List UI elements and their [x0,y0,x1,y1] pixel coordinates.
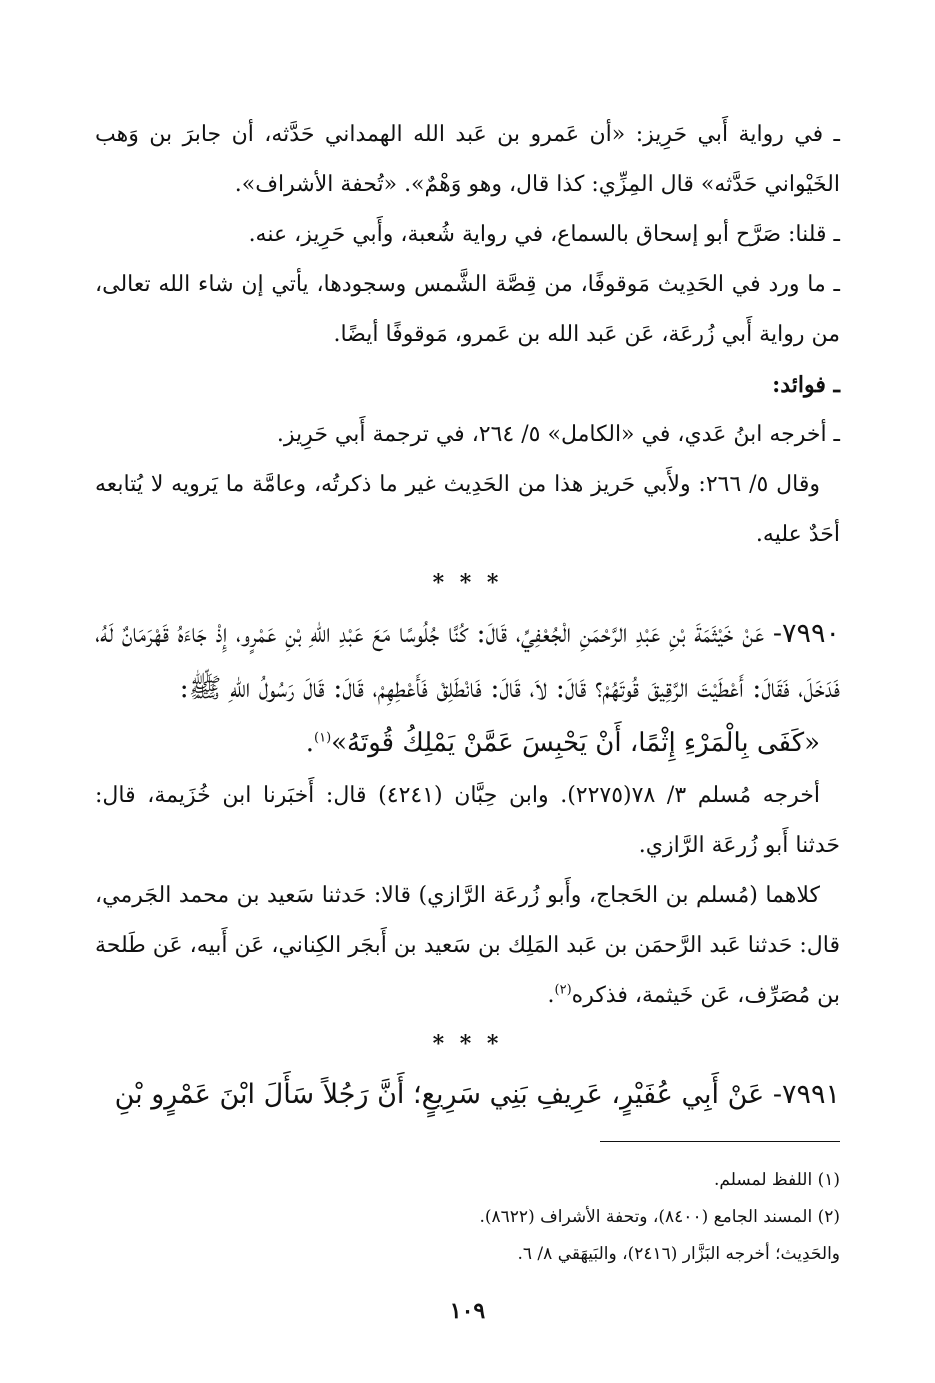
separator-stars: * * * [432,570,503,596]
hadith-7991-text: ٧٩٩١- عَنْ أَبِي عُفَيْرٍ، عَرِيفِ بَنِي سَرِيعٍ؛ أَنَّ رَجُلاً سَأَلَ ابْنَ عَمْرٍو بْنِ [114,1079,840,1110]
footnotes [95,1162,840,1273]
paragraph-takhrij-muslim: أخرجه مُسلم ٣/ ٧٨(٢٢٧٥). وابن حِبَّان (٤٢٤١) قال: أَخبَرنا ابن خُزَيمة، قال: حَدثنا أَبو زُرعَة الرَّازي. [95,783,840,858]
paragraph-sama-note: ـ قلنا: صَرَّح أبو إسحاق بالسماع، في رواية شُعبة، وأَبي حَرِيز، عنه. [248,222,840,247]
footnote-divider [600,1141,840,1142]
section-heading-fawaid: ـ فوائد: [772,372,840,398]
separator-stars: * * * [432,1031,503,1057]
paragraph-isnad [95,871,840,1021]
hadith-7990-text: ٧٩٩٠- عَنْ خَيْثَمَةَ بْنِ عَبْدِ الرَّحْمَنِ الْجُعْفِيِّ، قَالَ: كُنَّا جُلُوسًا مَعَ عَبْدِ اللهِ بْنِ عَمْرٍو، إِذْ جَاءَهُ قَهْرَمَانٌ لَهُ، فَدَخَلَ، فَقَالَ: أَعْطَيْتَ الرَّقِيقَ قُوتَهُمْ؟ قَالَ: لاَ، قَالَ: فَانْطَلِقْ فَأَعْطِهِمْ، قَالَ: قَالَ رَسُولُ اللهِ ﷺ: [95,618,840,704]
paragraph-mawquf-note: ـ ما ورد في الحَدِيث مَوقوفًا، من قِصَّة الشَّمس وسجودها، يأتي إن شاء الله تعالى، من رواية أَبي زُرعَة، عَن عَبد الله بن عَمرو، مَوقوفًا أيضًا. [95,272,840,347]
paragraph-takhrij-note: ـ في رواية أَبي حَرِيز: «أن عَمرو بن عَبد الله الهمداني حَدَّثه، أن جابرَ بن وَهب الخَيْواني حَدَّثه» قال المِزِّي: كذا قال، وهو وَهْمٌ». «تُحفة الأشراف». [95,122,840,197]
isnad-end: . [547,983,555,1008]
footnote-1: (١) اللفظ لمسلم. [713,1170,840,1190]
paragraph-ibn-adi: ـ أخرجه ابنُ عَدي، في «الكامل» ٥/ ٢٦٤، في ترجمة أَبي حَرِيز. [276,422,840,447]
footnote-ref-1[interactable]: (١) [314,730,332,746]
page-number: ١٠٩ [449,1298,486,1324]
isnad-text: كلاهما (مُسلم بن الحَجاج، وأَبو زُرعَة الرَّازي) قالا: حَدثنا سَعيد بن محمد الجَرمي، قال: حَدثنا عَبد الرَّحمَن بن عَبد المَلِك بن سَعيد بن أَبجَر الكِناني، عَن أَبيه، عَن طَلحة بن مُصَرِّف، عَن خَيثمة، فذكره [95,883,840,1008]
footnote-ref-2[interactable]: (٢) [554,982,572,998]
footnote-2: (٢) المسند الجامع (٨٤٠٠)، وتحفة الأشراف (٨٦٢٢). [479,1207,840,1227]
hadith-7990-matn [95,716,840,771]
footnote-3: والحَدِيث؛ أخرجه البَزَّار (٢٤١٦)، والبَيهَقي ٨/ ٦. [517,1244,840,1264]
matn-end: . [305,728,314,758]
matn-text: «كَفَى بِالْمَرْءِ إِثْمًا، أَنْ يَحْبِسَ عَمَّنْ يَمْلِكُ قُوتَهُ» [331,728,820,758]
paragraph-ibn-adi-quote: وقال ٥/ ٢٦٦: ولأَبي حَريز هذا من الحَدِيث غير ما ذكرتُه، وعامَّة ما يَرويه لا يُتابعه أحَدٌ عليه. [95,472,840,547]
page-body [95,110,840,1122]
